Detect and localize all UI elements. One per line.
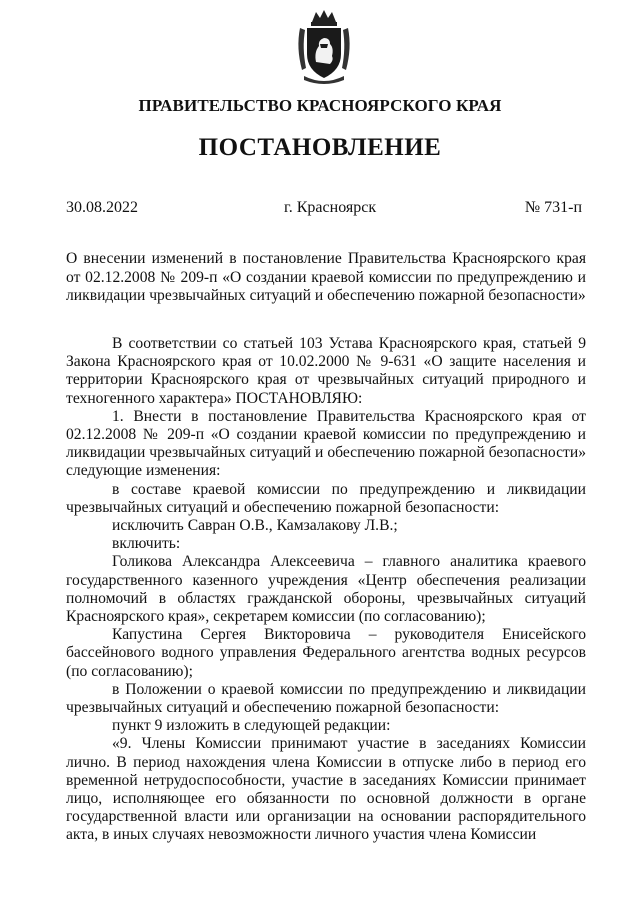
paragraph-preamble: В соответствии со статьей 103 Устава Красноярского края, статьей 9 Закона Красноярского края от 10.02.2000 № 9-631 «О защите населения и территории Красноярского края от чрезвычайных ситуаций природного и техногенного характера» ПОСТАНОВЛЯЮ: [66, 335, 586, 407]
document-city: г. Красноярск [284, 199, 377, 216]
paragraph-regulation: в Положении о краевой комиссии по предупреждению и ликвидации чрезвычайных ситуаций и обеспечению пожарной безопасности: [66, 680, 586, 717]
paragraph-commission-composition: в составе краевой комиссии по предупреждению и ликвидации чрезвычайных ситуаций и обеспечению пожарной безопасности: [66, 480, 586, 516]
government-title: ПРАВИТЕЛЬСТВО КРАСНОЯРСКОГО КРАЯ [138, 96, 502, 115]
paragraph-golikov: Голикова Александра Алексеевича – главного аналитика краевого государственного казенного учреждения «Центр обеспечения реализации полномочий в областях гражданской обороны, чрезвычайных ситуаций Красноярского края», секретарем комиссии (по согласованию); [66, 553, 586, 626]
paragraph-point-9-text: «9. Члены Комиссии принимают участие в заседаниях Комиссии лично. В период нахождения члена Комиссии в отпуске либо в период его временной нетрудоспособности, участие в заседаниях Комиссии принимает лицо, исполняющее его обязанности по основной должности в органе государственной власти или организации на основании распорядительного акта, в иных случаях невозможности личного участия члена Комиссии [66, 735, 586, 844]
paragraph-point-9: пункт 9 изложить в следующей редакции: [112, 717, 391, 735]
document-type-title: ПОСТАНОВЛЕНИЕ [198, 134, 442, 161]
paragraph-exclude: исключить Савран О.В., Камзалакову Л.В.; [112, 517, 398, 535]
document-body [66, 335, 586, 845]
paragraph-kapustin: Капустина Сергея Викторовича – руководителя Енисейского бассейнового водного управления Федерального агентства водных ресурсов (по согласованию); [66, 626, 586, 680]
coat-of-arms-icon [294, 8, 354, 88]
paragraph-item-1: 1. Внести в постановление Правительства Красноярского края от 02.12.2008 № 209-п «О создании краевой комиссии по предупреждению и ликвидации чрезвычайных ситуаций и обеспечению пожарной безопасности» следующие изменения: [66, 407, 586, 480]
paragraph-include: включить: [112, 535, 181, 553]
document-date: 30.08.2022 [66, 199, 138, 216]
document-number: № 731-п [524, 199, 582, 216]
document-subject: О внесении изменений в постановление Правительства Красноярского края от 02.12.2008 № 209-п «О создании краевой комиссии по предупреждению и ликвидации чрезвычайных ситуаций и обеспечению пожарной безопасности» [66, 250, 586, 304]
